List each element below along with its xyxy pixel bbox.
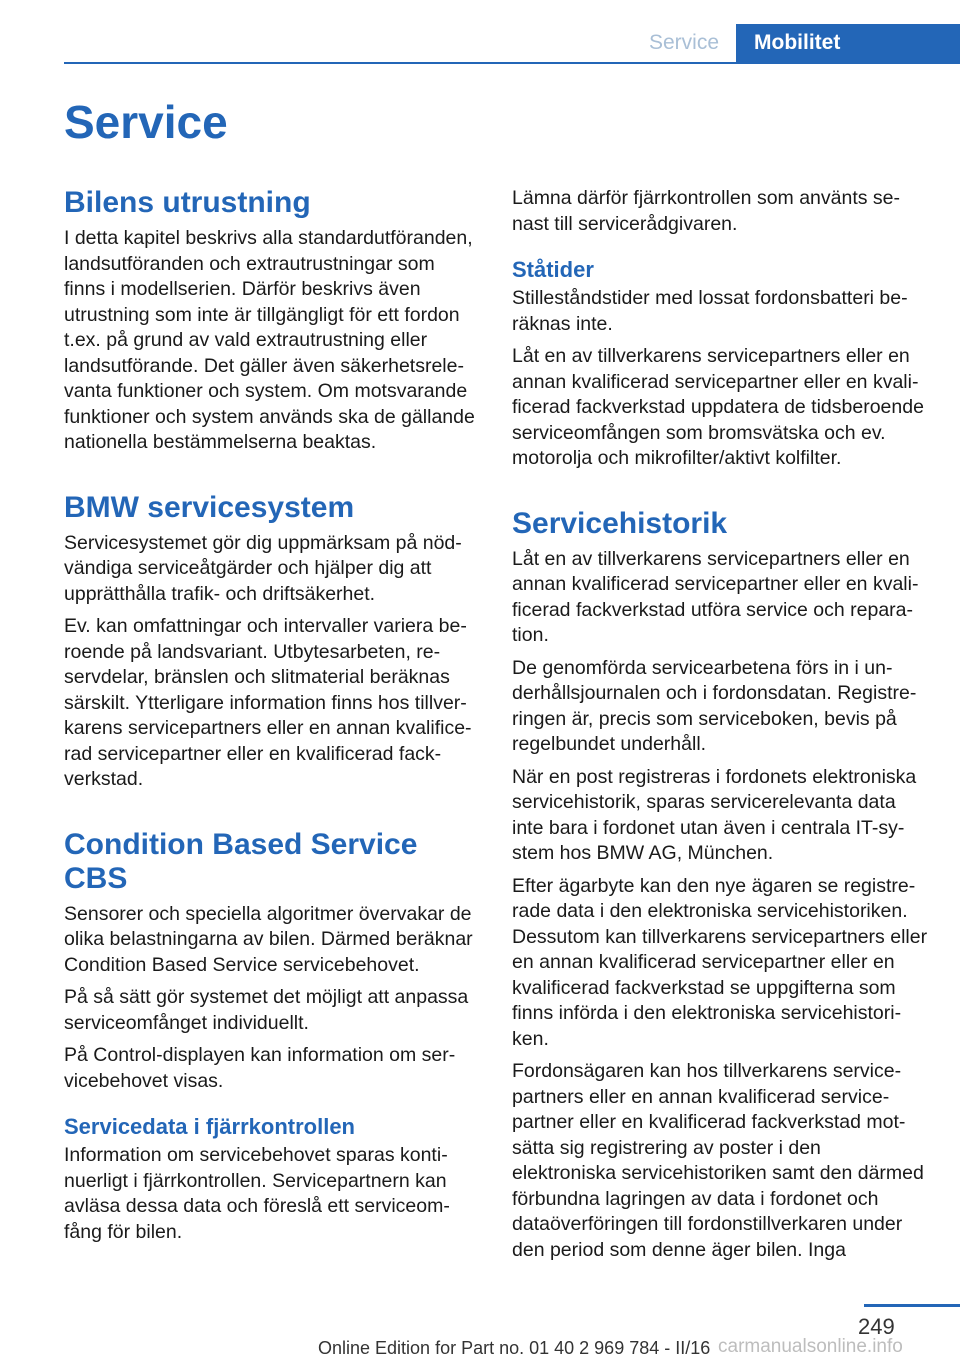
paragraph: Efter ägarbyte kan den nye ägaren se registrerade data i den elektroniska servicehistoriken. Dessutom kan tillverkarens servicepartners eller en annan kvalificerad servicepartner eller en kvalificerad fackverkstad se uppgifterna som finns införda i den elektroniska servicehistoriken. — [512, 874, 928, 1050]
section-heading-servicehistorik: Servicehistorik — [512, 506, 728, 540]
paragraph: På Control-displayen kan information om servicebehovet visas. — [64, 1044, 456, 1092]
subheading-statider: Ståtider — [512, 257, 594, 282]
section-heading-cbs: Condition Based Service CBS — [64, 827, 418, 895]
paragraph: Låt en av tillverkarens servicepartners eller en annan kvalificerad servicepartner eller en kvalificerad fackverkstad uppdatera de tidsberoende serviceomfången som bromsvätska och ev. motorolja och mikrofilter/aktivt kolfilter. — [512, 345, 924, 469]
section-heading-bmw-servicesystem: BMW servicesystem — [64, 490, 355, 524]
paragraph: Ev. kan omfattningar och intervaller variera beroende på landsvariant. Utbytesarbeten, reservdelar, bränslen och slitmaterial beräknas särskilt. Ytterligare information finns hos tillverkarens servicepartners eller en annan kvalificerad servicepartner eller en kvalificerad fackverkstad. — [64, 615, 472, 790]
edition-label: Online Edition for Part no. 01 40 2 969 784 - II/16 — [318, 1338, 711, 1358]
paragraph: Sensorer och speciella algoritmer övervakar de olika belastningarna av bilen. Därmed beräknar Condition Based Service servicebehovet. — [64, 902, 473, 976]
header-rule — [64, 62, 960, 64]
page-title: Service — [64, 96, 228, 148]
left-column — [64, 186, 478, 1252]
paragraph: De genomförda servicearbetena förs in i underhållsjournalen och i fordonsdatan. Registreringen är, precis som serviceboken, bevis på regelbundet underhåll. — [512, 656, 917, 755]
paragraph: Fordonsägaren kan hos tillverkarens servicepartners eller en annan kvalificerad servicepartner eller en kvalificerad fackverkstad motsätta sig registrering av poster i den elektroniska servicehistoriken samt den därmed förbundna lagringen av data i fordonet och dataöverföringen till fordonstillverkaren under den period som denne äger bilen. Inga — [512, 1060, 924, 1261]
header-tabs — [632, 24, 960, 62]
page-number: 249 — [858, 1314, 895, 1339]
section-tab: Service — [632, 24, 736, 62]
paragraph: Servicesystemet gör dig uppmärksam på nödvändiga serviceåtgärder och hjälper dig att upprätthålla trafik- och driftsäkerhet. — [64, 531, 462, 605]
paragraph: Låt en av tillverkarens servicepartners eller en annan kvalificerad servicepartner eller en kvalificerad fackverkstad utföra service och reparation. — [512, 547, 919, 646]
subheading-servicedata: Servicedata i fjärrkontrollen — [64, 1114, 355, 1139]
paragraph: I detta kapitel beskrivs alla standardutföranden, landsutföranden och extrautrustningar som finns i modellserien. Därför beskrivs även utrustning som inte är tillgängligt för ett fordon t.ex. på grund av vald extrautrustning eller landsutförande. Det gäller även säkerhetsrelevanta funktioner och system. Om motsvarande funktioner och system används ska de gällande nationella bestämmelserna beaktas. — [64, 227, 475, 453]
section-heading-bilens-utrustning: Bilens utrustning — [64, 186, 311, 219]
paragraph: På så sätt gör systemet det möjligt att anpassa serviceomfånget individuellt. — [64, 986, 469, 1034]
paragraph: Information om servicebehovet sparas kontinuerligt i fjärrkontrollen. Servicepartnern kan avläsa dessa data och föreslå ett serviceomfång för bilen. — [64, 1144, 450, 1243]
chapter-tab: Mobilitet — [736, 24, 960, 62]
watermark: carmanualsonline.info — [718, 1336, 903, 1357]
paragraph: Stilleståndstider med lossat fordonsbatteri beräknas inte. — [512, 287, 908, 335]
footer-rule — [864, 1304, 960, 1307]
paragraph: Lämna därför fjärrkontrollen som använts senast till servicerådgivaren. — [512, 187, 901, 235]
right-column — [512, 186, 928, 1270]
paragraph: När en post registreras i fordonets elektroniska servicehistorik, sparas servicerelevanta data inte bara i fordonet utan även i centrala IT-system hos BMW AG, München. — [512, 765, 917, 864]
